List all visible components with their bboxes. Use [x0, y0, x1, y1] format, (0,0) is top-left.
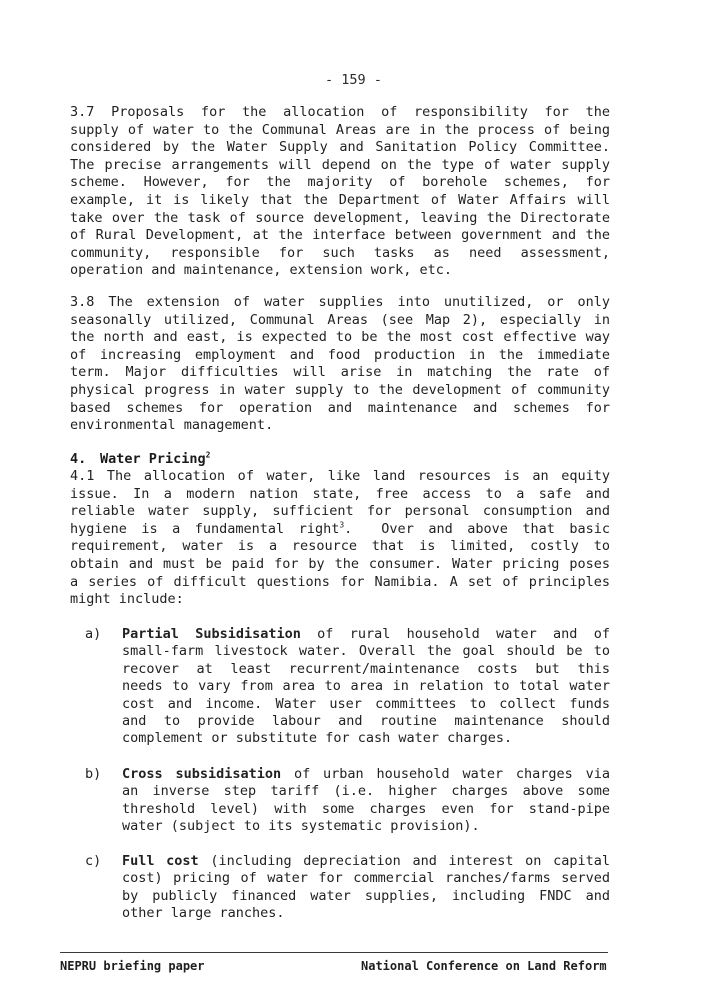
paragraph-line: The precise arrangements will depend on the type of water supply — [70, 156, 610, 173]
section-heading — [70, 451, 211, 467]
paragraph-line — [122, 766, 610, 783]
paragraph-line: cost and income. Water user committees to collect funds — [122, 695, 610, 712]
paragraph-line: might include: — [70, 591, 184, 608]
paragraph-line: an inverse step tariff (i.e. higher charges above some — [122, 783, 610, 800]
paragraph-line: cost) pricing of water for commercial ranches/farms served — [122, 870, 610, 887]
paragraph-line: operation and maintenance, extension work, etc. — [70, 262, 453, 279]
section-number: 4. — [70, 451, 87, 467]
paragraph-line: water (subject to its systematic provision). — [122, 818, 480, 835]
paragraph-line: 3.8 The extension of water supplies into unutilized, or only — [70, 294, 610, 310]
paragraph-line: small-farm livestock water. Overall the goal should be to — [122, 643, 610, 660]
paragraph-line: issue. In a modern nation state, free access to a safe and — [70, 485, 610, 502]
item-lead: Partial Subsidisation — [122, 626, 301, 642]
paragraph-line: of increasing employment and food production in the immediate — [70, 346, 610, 363]
paragraph-line: of Rural Development, at the interface between government and the — [70, 227, 610, 244]
paragraph-line-text: . Over and above that basic — [344, 520, 610, 537]
item-lead: Full cost — [122, 853, 199, 869]
paragraph-line: physical progress in water supply to the development of community — [70, 381, 610, 398]
paragraph-line-text: of rural household water and of — [300, 626, 610, 642]
paragraph-line: 3.7 Proposals for the allocation of responsibility for the — [70, 104, 610, 120]
paragraph-line: seasonally utilized, Communal Areas (see Map 2), especially in — [70, 311, 610, 328]
paragraph-line: example, it is likely that the Department of Water Affairs will — [70, 191, 610, 208]
section-title: Water Pricing — [100, 451, 206, 467]
paragraph-line: environmental management. — [70, 417, 274, 434]
footer-divider — [60, 952, 608, 953]
paragraph-line — [122, 626, 610, 643]
paragraph-line: term. Major difficulties will arise in matching the rate of — [70, 364, 610, 381]
paragraph-line — [70, 521, 610, 539]
list-marker: a) — [85, 626, 102, 642]
paragraph-line: requirement, water is a resource that is limited, costly to — [70, 538, 610, 555]
paragraph-line: based schemes for operation and maintenance and schemes for — [70, 399, 610, 416]
paragraph-line: the north and east, is expected to be the most cost effective way — [70, 329, 610, 346]
paragraph-line: complement or substitute for cash water charges. — [122, 730, 513, 747]
list-item-text — [122, 626, 610, 748]
paragraph-line: a series of difficult questions for Namibia. A set of principles — [70, 573, 610, 590]
paragraph-line: 4.1 The allocation of water, like land resources is an equity — [70, 468, 610, 484]
paragraph-line: scheme. However, for the majority of borehole schemes, for — [70, 174, 610, 191]
paragraph-3-8 — [70, 294, 610, 435]
paragraph-line: reliable water supply, sufficient for personal consumption and — [70, 503, 610, 520]
list-marker: b) — [85, 766, 102, 782]
paragraph-line: other large ranches. — [122, 905, 285, 922]
paragraph-line-text: of urban household water charges via — [281, 766, 610, 782]
paragraph-line: by publicly financed water supplies, including FNDC and — [122, 887, 610, 904]
paragraph-line: community, responsible for such tasks as need assessment, — [70, 244, 610, 261]
paragraph-line — [122, 853, 610, 870]
paragraph-line: supply of water to the Communal Areas are in the process of being — [70, 121, 610, 138]
paragraph-4-1 — [70, 468, 610, 609]
paragraph-line: threshold level) with some charges even for stand-pipe — [122, 800, 610, 817]
footnote-marker: 2 — [205, 450, 211, 460]
list-marker: c) — [85, 853, 102, 869]
footer-left-text: NEPRU briefing paper — [60, 959, 205, 973]
paragraph-line-text: (including depreciation and interest on capital — [198, 853, 610, 869]
paragraph-3-7 — [70, 104, 610, 280]
paragraph-line: obtain and must be paid for by the consumer. Water pricing poses — [70, 555, 610, 572]
paragraph-line-text: hygiene is a fundamental right — [70, 520, 340, 537]
footer-right-text: National Conference on Land Reform — [361, 959, 607, 973]
paragraph-line: and to provide labour and routine maintenance should — [122, 713, 610, 730]
list-item-text — [122, 766, 610, 836]
paragraph-line: needs to vary from area to area in relation to total water — [122, 678, 610, 695]
paragraph-line: recover at least recurrent/maintenance costs but this — [122, 660, 610, 677]
list-item-text — [122, 853, 610, 923]
paragraph-line: take over the task of source development, leaving the Directorate — [70, 209, 610, 226]
footnote-marker: 3 — [339, 520, 345, 530]
paragraph-line: considered by the Water Supply and Sanitation Policy Committee. — [70, 139, 610, 156]
item-lead: Cross subsidisation — [122, 766, 282, 782]
page-number: - 159 - — [325, 72, 382, 88]
